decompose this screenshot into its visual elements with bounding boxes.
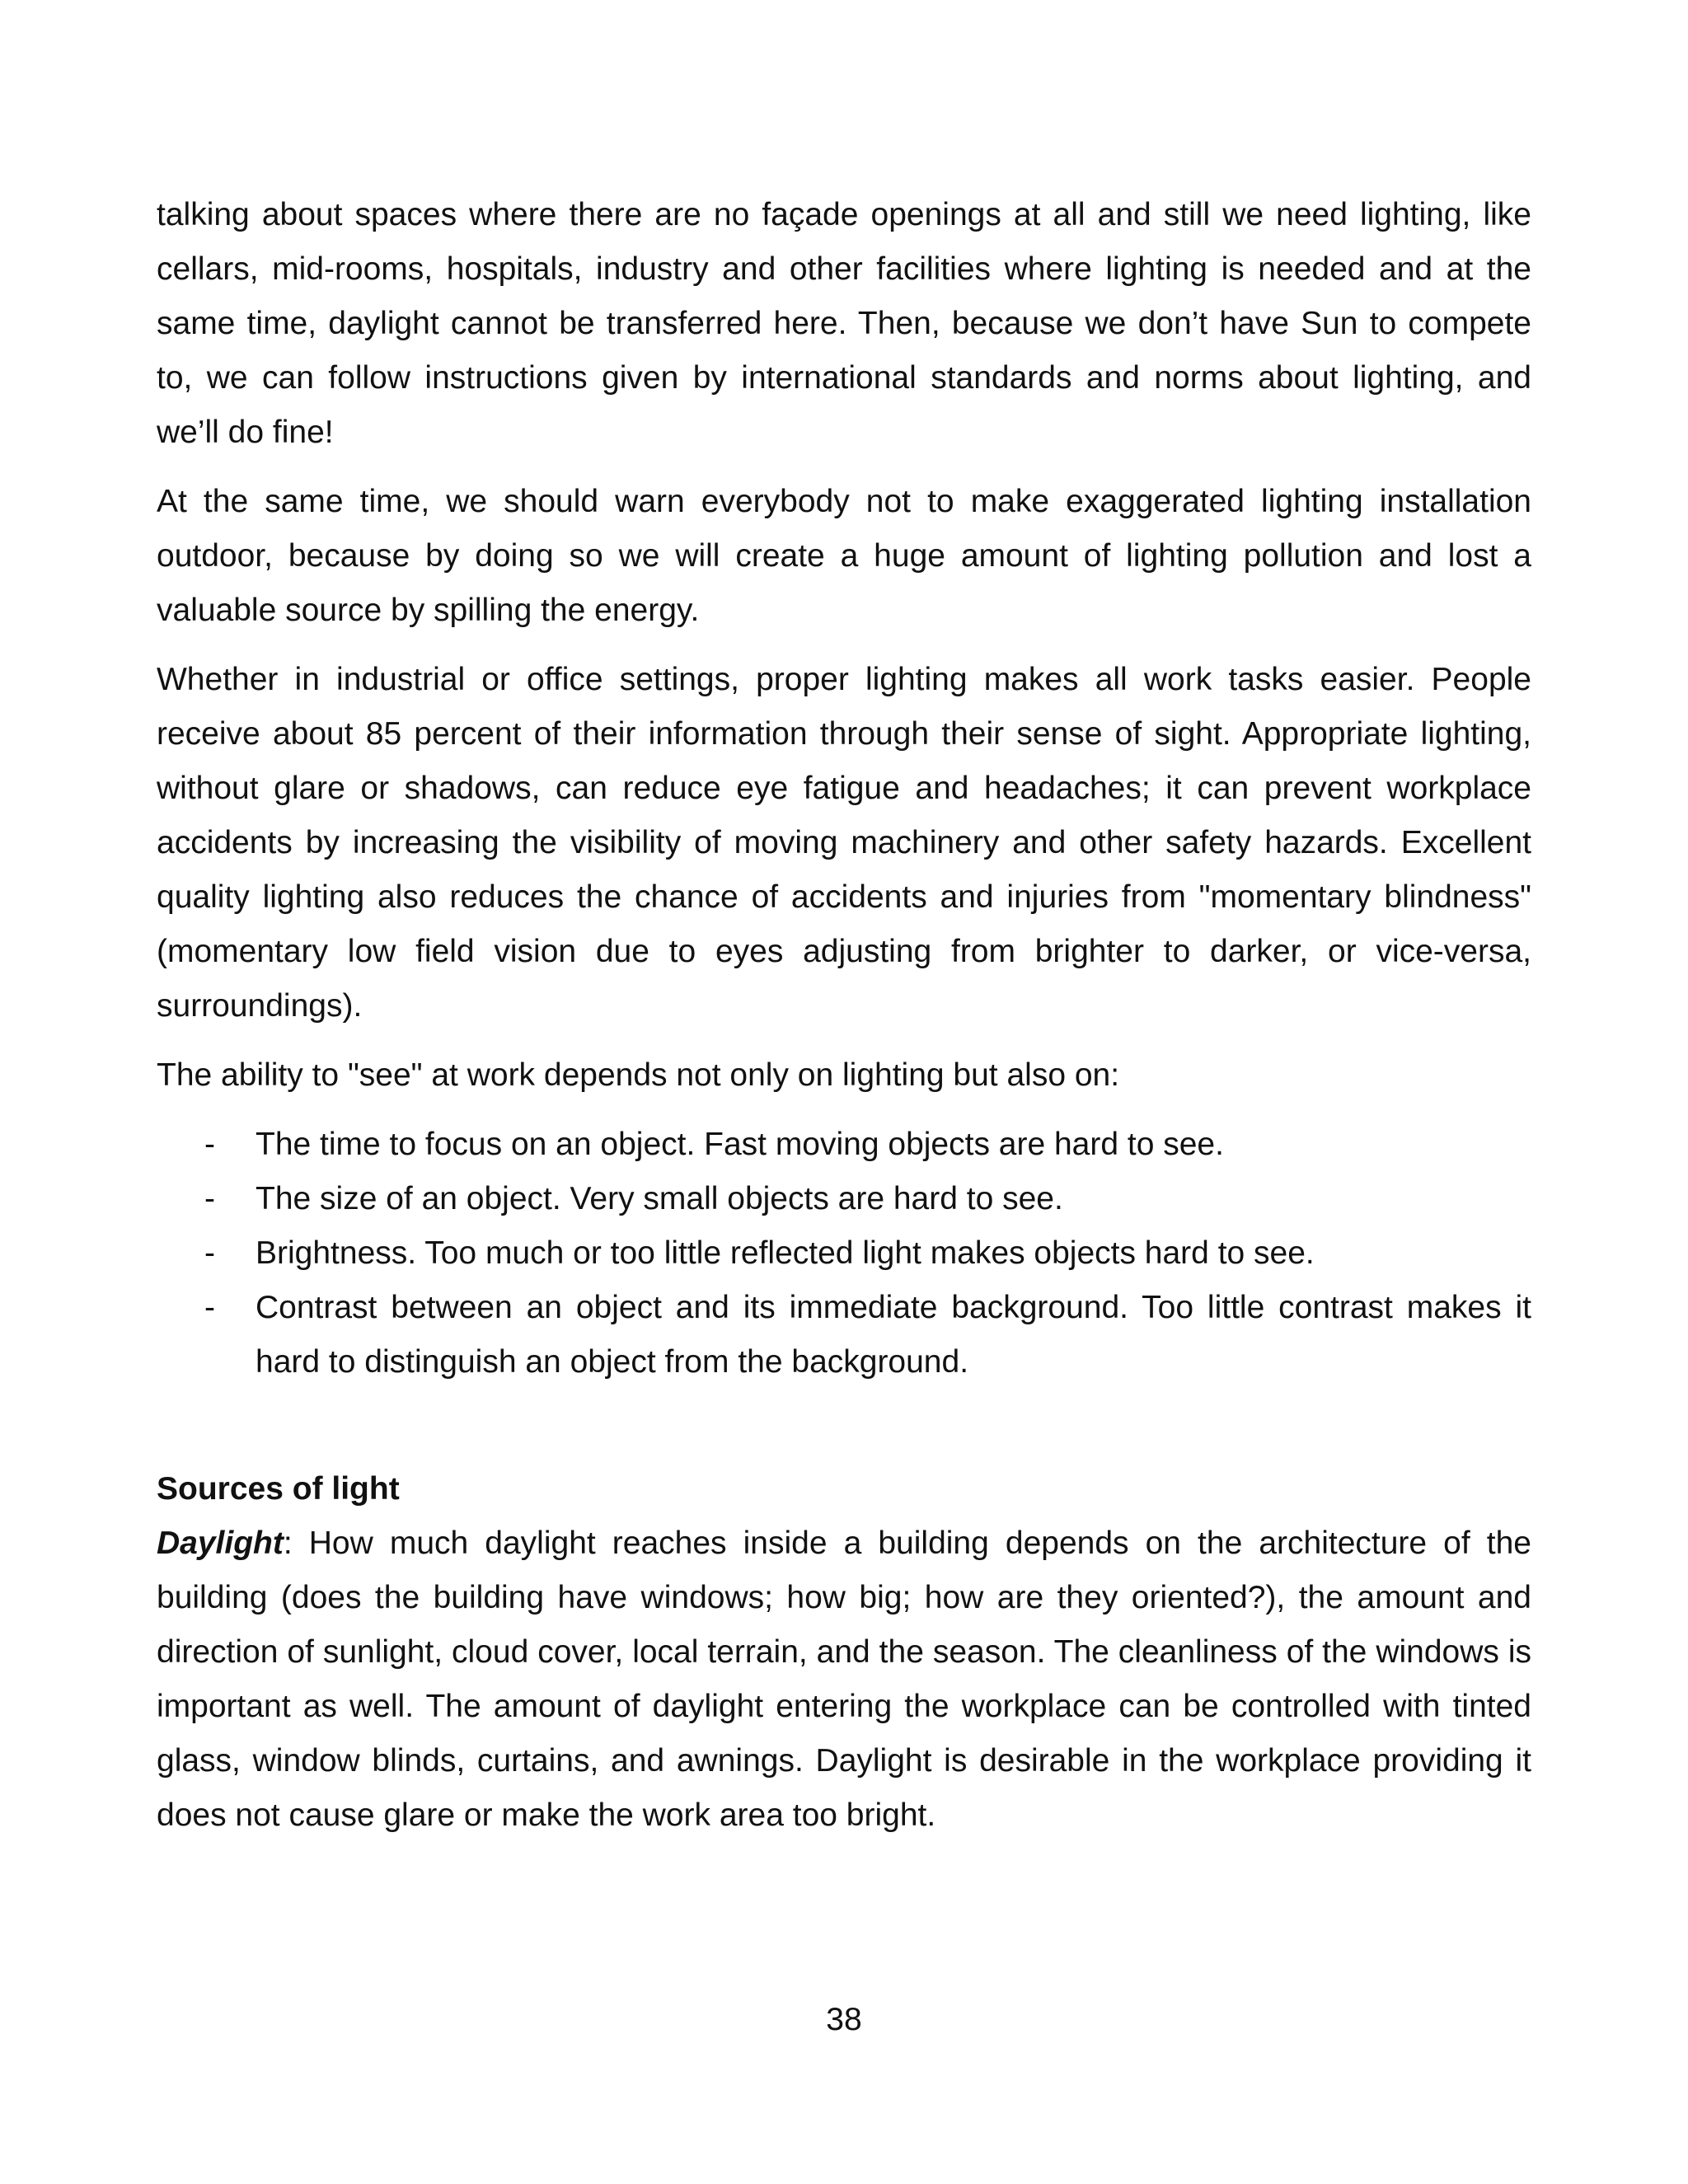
list-item [157,1172,1531,1226]
section-heading: Sources of light [157,1471,400,1507]
paragraph-continued: talking about spaces where there are no façade openings at all and still we need lighting, like cellars, mid-rooms, hospitals, industry and other facilities where lighting is needed and at the same time, daylight cannot be transferred here. Then, because we don’t have Sun to compete to, we can follow instructions given by international standards and norms about lighting, and we’ll do fine! [157,197,1531,450]
list-marker: - [204,1235,215,1271]
factors-list [157,1118,1531,1390]
list-item-text: Contrast between an object and its immediate background. Too little contrast makes it hard to distinguish an object from the background. [256,1290,1531,1380]
list-item [157,1226,1531,1281]
list-marker: - [204,1181,215,1216]
paragraph-outdoor-warning: At the same time, we should warn everybody not to make exaggerated lighting installation outdoor, because by doing so we will create a huge amount of lighting pollution and lost a valuable source by spilling the energy. [157,484,1531,628]
list-item [157,1118,1531,1172]
paragraph-ability-to-see: The ability to "see" at work depends not only on lighting but also on: [157,1057,1120,1093]
paragraph-proper-lighting: Whether in industrial or office settings, proper lighting makes all work tasks easier. People receive about 85 percent of their information through their sense of sight. Appropriate lighting, without glare or shadows, can reduce eye fatigue and headaches; it can prevent workplace accidents by increasing the visibility of moving machinery and other safety hazards. Excellent quality lighting also reduces the chance of accidents and injuries from "momentary blindness" (momentary low field vision due to eyes adjusting from brighter to darker, or vice-versa, surroundings). [157,662,1531,1024]
daylight-description: : How much daylight reaches inside a building depends on the architecture of the building (does the building have windows; how big; how are they oriented?), the amount and direction of sunlight, cloud cover, local terrain, and the season. The cleanliness of the windows is important as well. The amount of daylight entering the workplace can be controlled with tinted glass, window blinds, curtains, and awnings. Daylight is desirable in the workplace providing it does not cause glare or make the work area too bright. [157,1526,1531,1833]
page-number: 38 [826,2002,862,2037]
page-content [157,188,1531,1843]
list-marker: - [204,1127,215,1162]
list-item [157,1281,1531,1390]
list-item-text: Brightness. Too much or too little reflected light makes objects hard to see. [256,1235,1315,1271]
daylight-term: Daylight [157,1526,284,1561]
daylight-paragraph [157,1516,1531,1843]
list-item-text: The time to focus on an object. Fast moving objects are hard to see. [256,1127,1224,1162]
list-marker: - [204,1290,215,1325]
list-item-text: The size of an object. Very small objects are hard to see. [256,1181,1063,1216]
